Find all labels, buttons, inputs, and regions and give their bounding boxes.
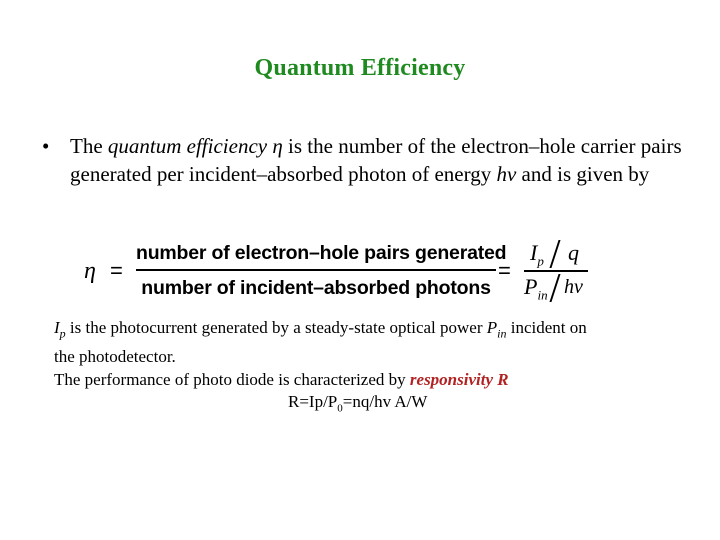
formula-post: =nq/hv A/W	[342, 392, 428, 411]
pin-main: P	[524, 274, 538, 299]
desc-line3-pre: The performance of photo diode is characterized by	[54, 370, 410, 390]
charge-symbol: q	[568, 240, 579, 265]
desc-line1-mid: is the photocurrent generated by a steady-state optical power	[65, 318, 487, 337]
ip-sub: p	[537, 253, 544, 269]
fraction-bar	[136, 269, 496, 271]
fraction-bar-2	[524, 270, 588, 272]
ip-main: I	[530, 240, 538, 265]
pin-sub: in	[537, 287, 548, 303]
definition-pre: The	[70, 134, 108, 158]
optical-power-symbol	[524, 274, 548, 303]
desc-line1-end: incident on	[506, 318, 587, 337]
slide-title: Quantum Efficiency	[254, 55, 466, 81]
eta-symbol: η	[84, 258, 96, 284]
definition-text	[70, 132, 692, 188]
slash-divider-2	[549, 274, 560, 302]
explanation-text	[54, 316, 694, 391]
bullet-marker: •	[42, 134, 50, 158]
desc-ip-main: I	[54, 318, 60, 337]
photocurrent-symbol	[530, 240, 544, 269]
equals-sign: =	[110, 258, 123, 283]
slash-divider	[549, 240, 560, 268]
explanation-line-1	[54, 316, 694, 345]
photon-energy-symbol: hν	[564, 276, 583, 298]
explanation-line-3	[54, 368, 694, 391]
ratio-fraction	[136, 242, 507, 300]
definition-mid: is the number of the electron–hole carrier pairs generated per incident–absorbed photon of energy	[70, 134, 682, 186]
responsivity-term: responsivity R	[409, 370, 509, 390]
explanation-line-2: the photodetector.	[54, 347, 176, 367]
desc-pin-sub: in	[497, 326, 507, 341]
formula-pre: R=Ip/P	[288, 392, 338, 411]
desc-pin-main: P	[486, 318, 498, 337]
fraction-denominator: number of incident–absorbed photons	[141, 277, 491, 299]
current-power-fraction	[524, 240, 588, 304]
desc-ip-sub: p	[59, 326, 66, 341]
fraction-numerator: number of electron–hole pairs generated	[136, 242, 507, 264]
quantum-efficiency-equation	[84, 240, 604, 306]
definition-hv: hν	[496, 162, 517, 186]
definition-term: quantum efficiency η	[107, 134, 283, 158]
definition-bullet	[42, 132, 692, 188]
definition-post: and is given by	[516, 162, 650, 186]
responsivity-formula	[288, 392, 427, 414]
equals-sign-2: =	[498, 258, 511, 283]
formula-sub: 0	[337, 402, 343, 415]
